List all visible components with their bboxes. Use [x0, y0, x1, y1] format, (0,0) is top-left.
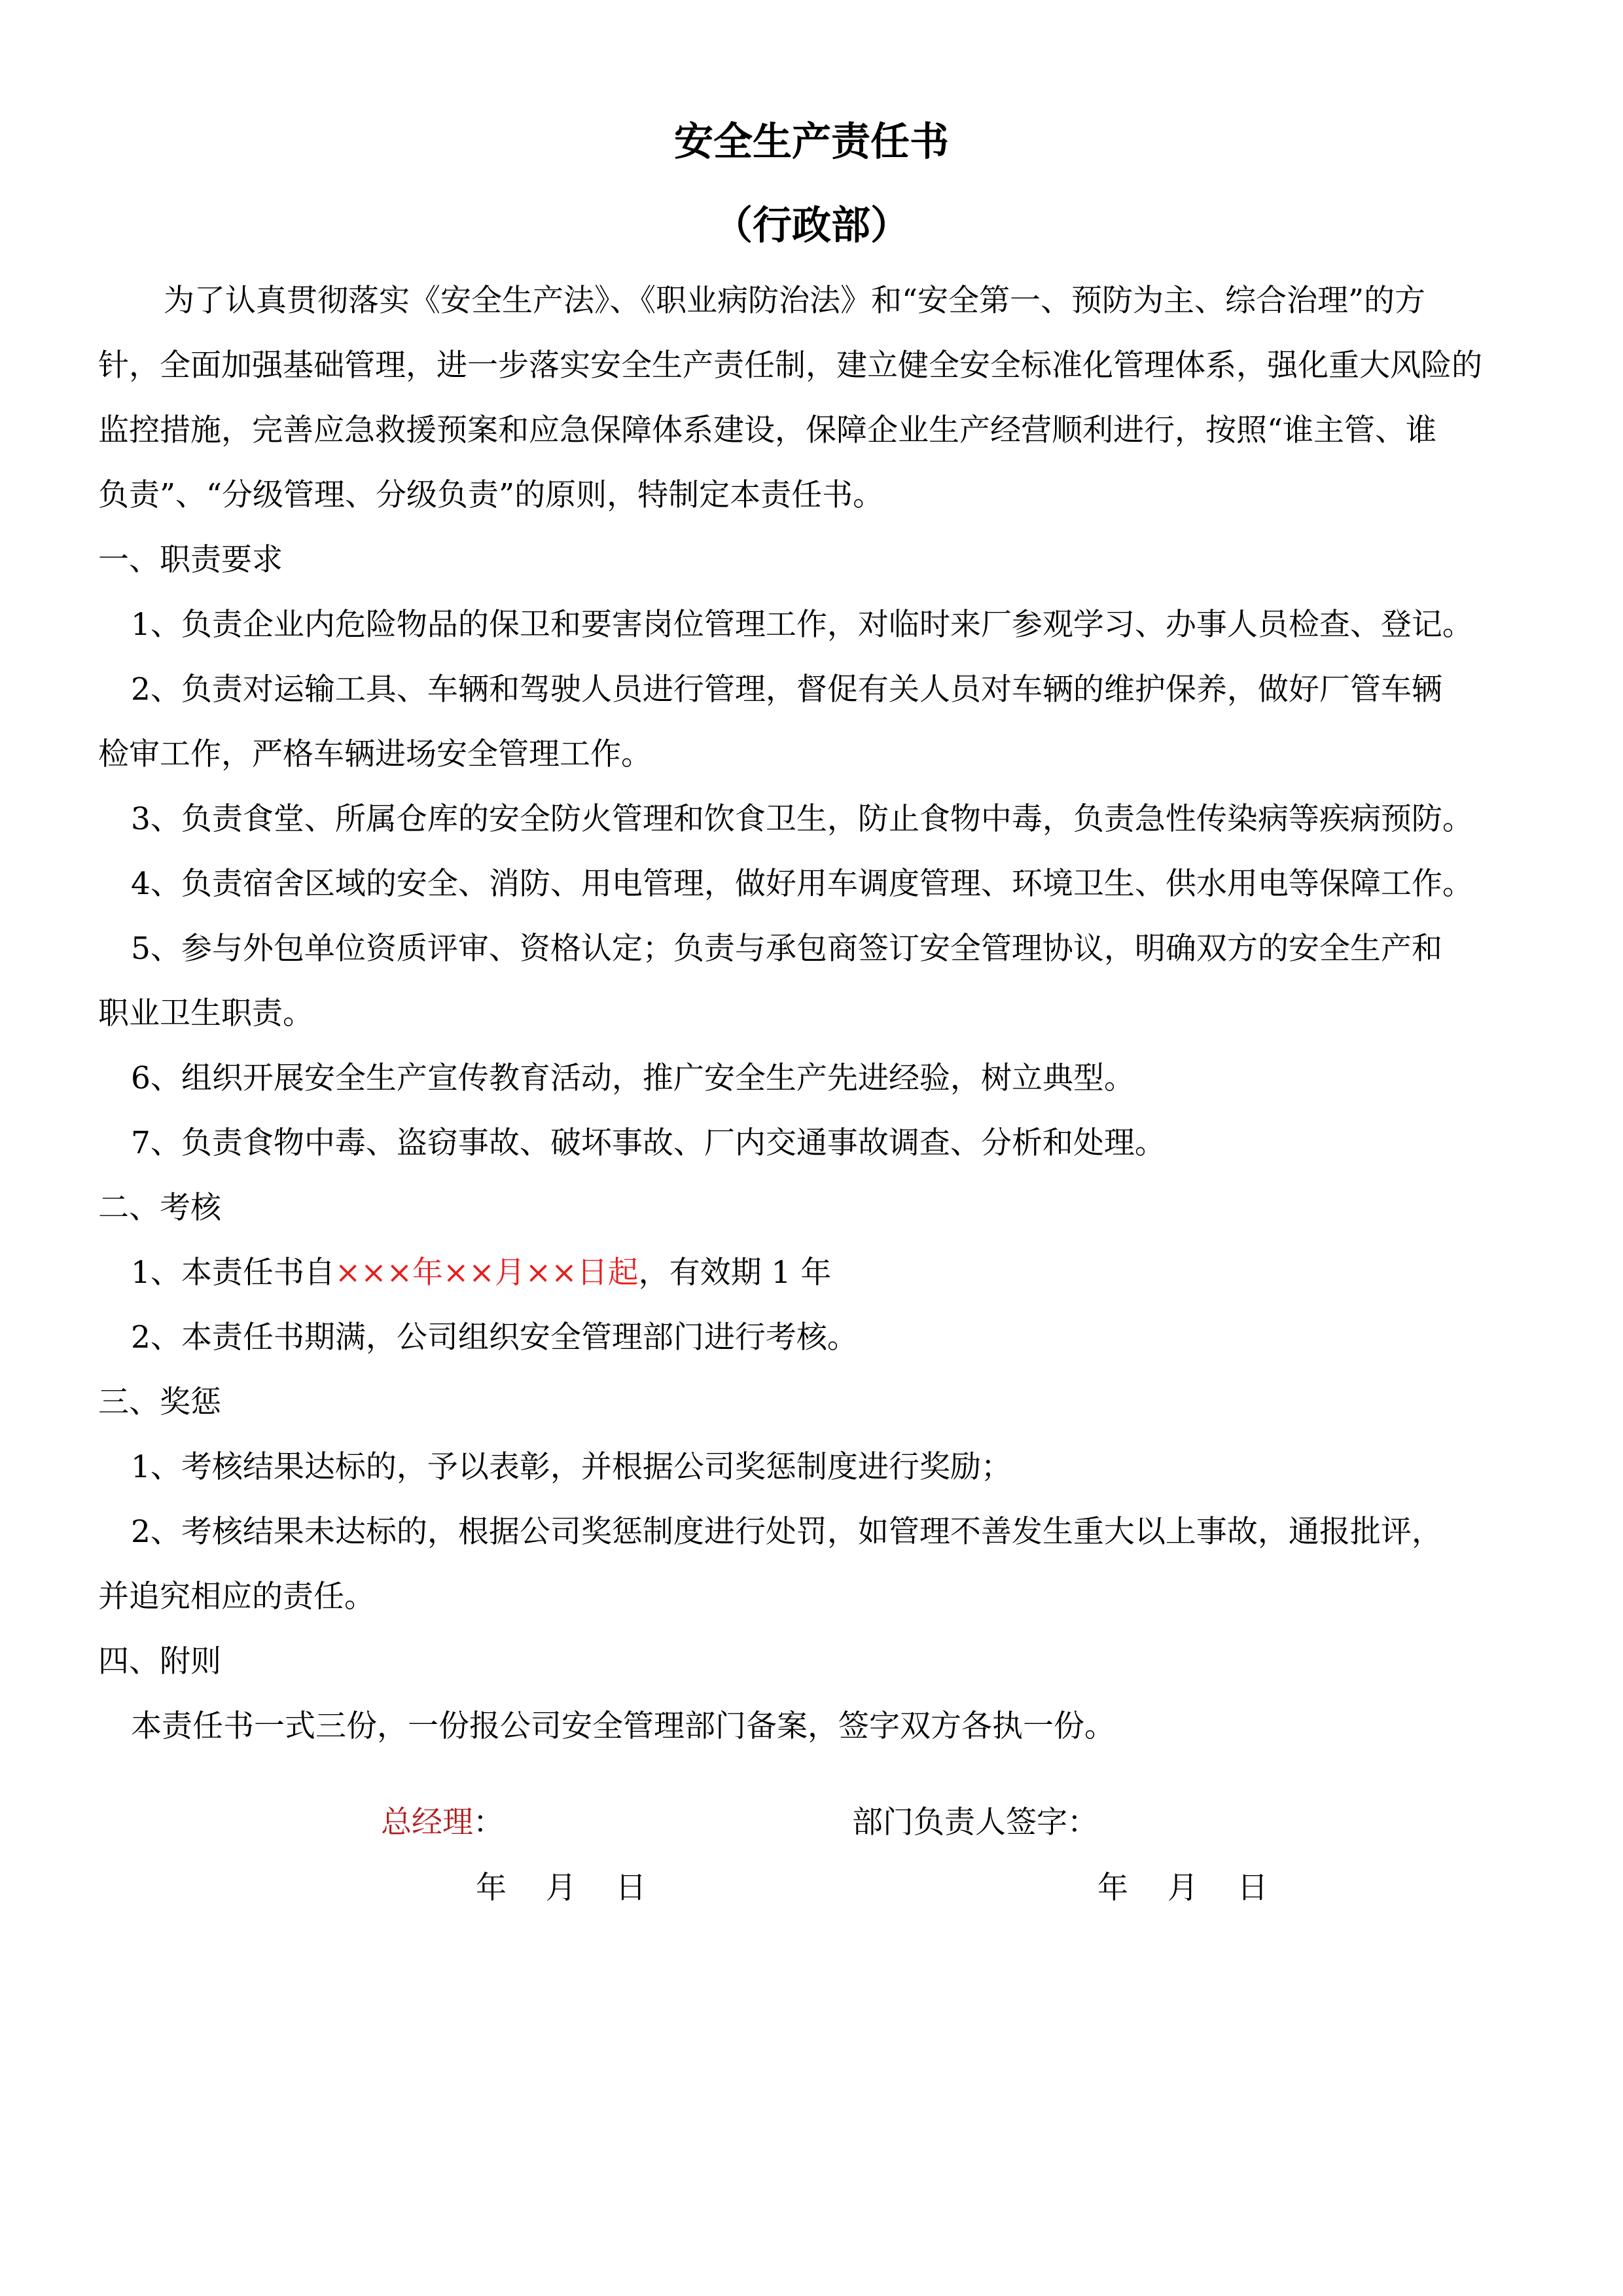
appendix-text: 本责任书一式三份，一份报公司安全管理部门备案，签字双方各执一份。	[131, 1708, 1115, 1744]
date-left: 年 月 日	[476, 1870, 647, 1906]
general-manager-signature-label	[381, 1803, 504, 1842]
intro-line: 监控措施，完善应急救援预案和应急保障体系建设，保障企业生产经营顺利进行，按照“谁主管、谁	[98, 412, 1437, 448]
section-heading-assessment: 二、考核	[98, 1190, 221, 1226]
intro-paragraph	[98, 268, 1538, 528]
intro-line: 针，全面加强基础管理，进一步落实安全生产责任制，建立健全安全标准化管理体系，强化重大风险的	[98, 348, 1482, 384]
department-head-signature-label: 部门负责人签字：	[852, 1804, 1098, 1840]
section-heading-appendix: 四、附则	[98, 1643, 221, 1679]
validity-suffix: ，有效期 1 年	[638, 1255, 832, 1291]
validity-prefix: 1、本责任书自	[131, 1255, 335, 1291]
responsibility-item-continued: 职业卫生职责。	[98, 996, 313, 1031]
responsibility-item: 1、负责企业内危险物品的保卫和要害岗位管理工作，对临时来厂参观学习、办事人员检查、登记。	[131, 607, 1473, 643]
document-subtitle: （行政部）	[713, 203, 910, 249]
general-manager-label: 总经理	[381, 1804, 473, 1840]
responsibility-item: 3、负责食堂、所属仓库的安全防火管理和饮食卫生，防止食物中毒，负责急性传染病等疾病预防。	[131, 801, 1473, 837]
responsibility-item-continued: 检审工作，严格车辆进场安全管理工作。	[98, 736, 652, 772]
intro-line: 负责”、“分级管理、分级负责”的原则，特制定本责任书。	[98, 477, 884, 513]
reward-item: 1、考核结果达标的，予以表彰，并根据公司奖惩制度进行奖励；	[131, 1449, 1012, 1485]
intro-line: 为了认真贯彻落实《安全生产法》、《职业病防治法》和“安全第一、预防为主、综合治理”的方	[164, 283, 1426, 319]
reward-item: 2、考核结果未达标的，根据公司奖惩制度进行处罚，如管理不善发生重大以上事故，通报批评，	[131, 1514, 1442, 1550]
document-body	[98, 268, 1538, 1759]
validity-date-placeholder: ×××年××月××日起	[334, 1255, 639, 1291]
responsibility-item: 4、负责宿舍区域的安全、消防、用电管理，做好用车调度管理、环境卫生、供水用电等保障工作。	[131, 866, 1473, 902]
section-heading-rewards: 三、奖惩	[98, 1384, 221, 1420]
responsibility-item: 7、负责食物中毒、盗窃事故、破坏事故、厂内交通事故调查、分析和处理。	[131, 1125, 1166, 1161]
responsibility-item: 6、组织开展安全生产宣传教育活动，推广安全生产先进经验，树立典型。	[131, 1060, 1135, 1096]
date-right: 年 月 日	[1097, 1870, 1268, 1906]
responsibility-item: 2、负责对运输工具、车辆和驾驶人员进行管理，督促有关人员对车辆的维护保养，做好厂管车辆	[131, 672, 1442, 708]
reward-item-continued: 并追究相应的责任。	[98, 1579, 375, 1615]
assessment-item: 2、本责任书期满，公司组织安全管理部门进行考核。	[131, 1319, 858, 1355]
responsibility-item: 5、参与外包单位资质评审、资格认定；负责与承包商签订安全管理协议，明确双方的安全生产和	[131, 931, 1442, 967]
assessment-item-validity	[98, 1240, 1538, 1305]
document-title: 安全生产责任书	[674, 119, 949, 165]
section-heading-responsibilities: 一、职责要求	[98, 542, 283, 578]
general-manager-colon: ：	[473, 1804, 504, 1840]
